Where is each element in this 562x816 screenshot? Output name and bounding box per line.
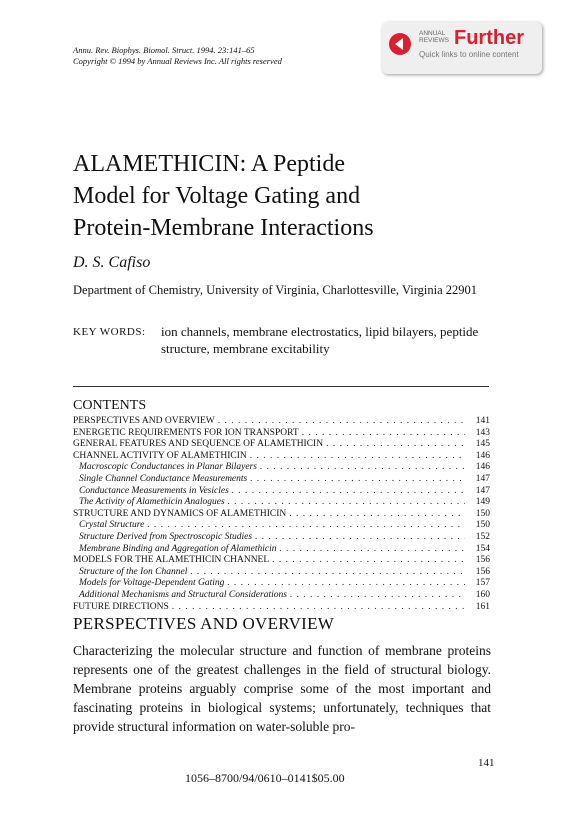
toc-entry[interactable] xyxy=(73,567,490,579)
keywords-list: ion channels, membrane electrostatics, lipid bilayers, peptide structure, membrane excitability xyxy=(161,324,479,356)
toc-entry-label: Membrane Binding and Aggregation of Alamethicin xyxy=(79,543,277,554)
toc-entry-page: 150 xyxy=(475,520,490,531)
toc-entry[interactable] xyxy=(73,474,490,486)
toc-entry-page: 160 xyxy=(475,589,490,600)
toc-leader-dots xyxy=(302,428,465,438)
toc-entry-page: 145 xyxy=(475,439,490,450)
toc-entry[interactable] xyxy=(73,509,490,521)
toc-entry-page: 147 xyxy=(475,473,490,484)
publisher-name: ANNUAL REVIEWS xyxy=(419,30,449,44)
toc-leader-dots xyxy=(228,497,465,507)
toc-entry[interactable] xyxy=(73,602,490,614)
toc-leader-dots xyxy=(227,578,465,588)
toc-entry-page: 152 xyxy=(475,531,490,542)
further-label: Further xyxy=(454,27,524,49)
toc-entry-label: Models for Voltage-Dependent Gating xyxy=(79,578,225,589)
toc-leader-dots xyxy=(147,520,465,530)
toc-entry-label: FUTURE DIRECTIONS xyxy=(73,601,169,612)
article-title xyxy=(73,148,493,244)
toc-leader-dots xyxy=(279,544,465,554)
toc-entry-page: 156 xyxy=(475,566,490,577)
annual-reviews-logo-icon xyxy=(389,33,411,55)
copyright-notice: Copyright © 1994 by Annual Reviews Inc. All rights reserved xyxy=(73,56,282,66)
toc-entry-label: Macroscopic Conductances in Planar Bilayers xyxy=(79,462,258,473)
journal-citation-block xyxy=(73,45,282,67)
toc-entry-label: STRUCTURE AND DYNAMICS OF ALAMETHICIN xyxy=(73,508,287,519)
author-affiliation: Department of Chemistry, University of Virginia, Charlottesville, Virginia 22901 xyxy=(73,283,477,297)
toc-entry-label: Crystal Structure xyxy=(79,520,145,531)
section-heading: PERSPECTIVES AND OVERVIEW xyxy=(73,614,335,633)
toc-entry-page: 161 xyxy=(475,601,490,612)
title-line: Model for Voltage Gating and xyxy=(73,183,361,209)
toc-entry-page: 143 xyxy=(475,427,490,438)
toc-entry-page: 150 xyxy=(475,508,490,519)
toc-entry[interactable] xyxy=(73,578,490,590)
toc-entry-label: Structure of the Ion Channel xyxy=(79,566,188,577)
toc-leader-dots xyxy=(250,451,465,461)
toc-entry-label: The Activity of Alamethicin Analogues xyxy=(79,497,225,508)
toc-entry[interactable] xyxy=(73,520,490,532)
toc-entry-label: PERSPECTIVES AND OVERVIEW xyxy=(73,416,215,426)
toc-entry-label: Conductance Measurements in Vesicles xyxy=(79,485,229,496)
toc-entry-label: Additional Mechanisms and Structural Considerations xyxy=(79,589,287,600)
toc-leader-dots xyxy=(290,590,465,600)
toc-entry[interactable] xyxy=(73,462,490,474)
toc-leader-dots xyxy=(255,532,465,542)
toc-entry[interactable] xyxy=(73,486,490,498)
toc-entry-page: 154 xyxy=(475,543,490,554)
toc-leader-dots xyxy=(250,474,465,484)
toc-entry-page: 146 xyxy=(475,462,490,473)
further-sublabel: Quick links to online content xyxy=(419,50,519,59)
toc-entry[interactable] xyxy=(73,590,490,602)
toc-entry-label: Single Channel Conductance Measurements xyxy=(79,473,248,484)
toc-entry-page: 146 xyxy=(475,450,490,461)
toc-entry[interactable] xyxy=(73,544,490,556)
toc-leader-dots xyxy=(272,555,465,565)
toc-entry-page: 147 xyxy=(475,485,490,496)
toc-entry[interactable] xyxy=(73,416,490,428)
table-of-contents xyxy=(73,416,490,613)
toc-leader-dots xyxy=(289,509,465,519)
toc-entry[interactable] xyxy=(73,451,490,463)
contents-heading: CONTENTS xyxy=(73,398,147,413)
toc-entry-page: 141 xyxy=(475,416,490,426)
toc-entry-label: GENERAL FEATURES AND SEQUENCE OF ALAMETHICIN xyxy=(73,439,324,450)
toc-leader-dots xyxy=(172,602,465,612)
toc-entry-page: 157 xyxy=(475,578,490,589)
toc-entry-label: MODELS FOR THE ALAMETHICIN CHANNEL xyxy=(73,555,270,566)
article-code: 1056–8700/94/0610–0141$05.00 xyxy=(185,771,345,785)
author-name: D. S. Cafiso xyxy=(73,254,151,271)
toc-leader-dots xyxy=(326,439,465,449)
toc-leader-dots xyxy=(232,486,465,496)
toc-entry[interactable] xyxy=(73,497,490,509)
divider-rule xyxy=(73,386,489,387)
toc-entry-page: 156 xyxy=(475,555,490,566)
toc-entry[interactable] xyxy=(73,532,490,544)
toc-entry[interactable] xyxy=(73,428,490,440)
further-links-badge[interactable] xyxy=(382,22,542,74)
toc-entry-label: Structure Derived from Spectroscopic Studies xyxy=(79,531,253,542)
toc-entry-page: 149 xyxy=(475,497,490,508)
toc-entry[interactable] xyxy=(73,555,490,567)
page-number: 141 xyxy=(478,757,495,769)
title-line: ALAMETHICIN: A Peptide xyxy=(73,151,345,177)
toc-leader-dots xyxy=(260,462,465,472)
body-paragraph: Characterizing the molecular structure and function of membrane proteins represents one of the greatest challenges in the field of structural biology. Membrane proteins arguably comprise some of the most important and fascinating proteins in biological systems; unfortunately, techniques that provide structural information on water-soluble pro- xyxy=(73,643,491,734)
keywords-label: KEY WORDS: xyxy=(73,326,146,338)
toc-entry[interactable] xyxy=(73,439,490,451)
toc-leader-dots xyxy=(218,416,465,426)
toc-leader-dots xyxy=(190,567,465,577)
toc-entry-label: ENERGETIC REQUIREMENTS FOR ION TRANSPORT xyxy=(73,427,299,438)
toc-entry-label: CHANNEL ACTIVITY OF ALAMETHICIN xyxy=(73,450,247,461)
title-line: Protein-Membrane Interactions xyxy=(73,215,374,241)
journal-citation: Annu. Rev. Biophys. Biomol. Struct. 1994. 23:141–65 xyxy=(73,45,255,55)
